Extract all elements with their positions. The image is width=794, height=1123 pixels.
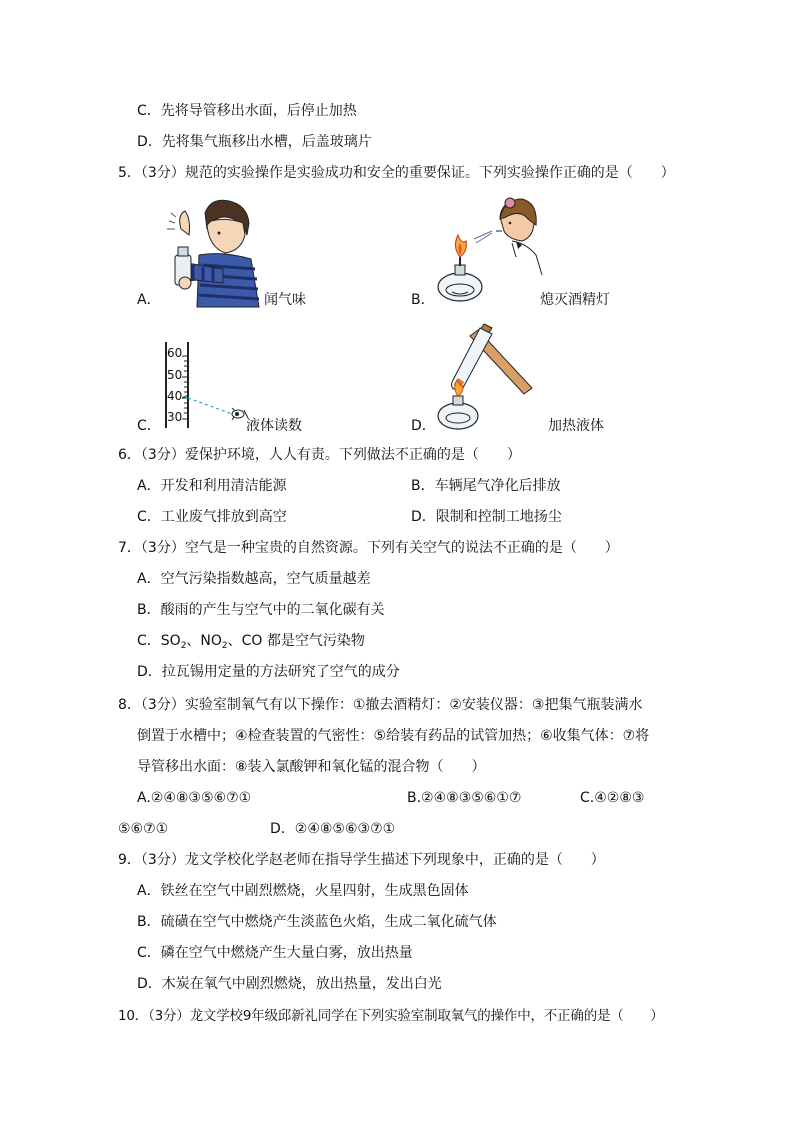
q7-option-b: B．酸雨的产生与空气中的二氧化碳有关 [137,602,385,618]
q8-option-c-part-1: C.④②⑧③ [580,790,645,806]
boy-smelling-figure [163,195,263,310]
heating-test-tube-figure [432,322,540,432]
q8-stem-line-1: 8．（3分）实验室制氧气有以下操作：①撤去酒精灯：②安装仪器：③把集气瓶装满水 [118,697,643,713]
tick-label-50: 50 [167,368,183,382]
q9-option-b: B．硫磺在空气中燃烧产生淡蓝色火焰，生成二氧化硫气体 [137,914,497,930]
q7-option-c-pre: C．SO [137,633,181,649]
tick-label-40: 40 [167,389,183,403]
q8-option-c-part-2: ⑤⑥⑦① [118,821,169,837]
q6-option-a: A．开发和利用清洁能源 [137,478,287,494]
tick-label-60: 60 [167,346,183,360]
q7-option-c-post: 、CO 都是空气污染物 [227,633,365,649]
q9-option-d: D．木炭在氧气中剧烈燃烧，放出热量，发出白光 [137,976,442,992]
q10-stem: 10．（3分）龙文学校9年级邱新礼同学在下列实验室制取氧气的操作中，不正确的是（ ） [118,1008,664,1024]
q6-option-c: C．工业废气排放到高空 [137,509,287,525]
q7-option-c-sub1: 2 [180,641,187,651]
q5-option-d-letter: D． [411,418,436,434]
q7-stem: 7．（3分）空气是一种宝贵的自然资源。下列有关空气的说法不正确的是（ ） [118,540,619,556]
q6-stem: 6．（3分）爱保护环境，人人有责。下列做法不正确的是（ ） [118,447,521,463]
tick-label-30: 30 [167,410,183,424]
q9-stem: 9．（3分）龙文学校化学赵老师在指导学生描述下列现象中，正确的是（ ） [118,852,605,868]
q5-option-c-letter: C． [137,418,161,434]
q9-option-c: C．磷在空气中燃烧产生大量白雾，放出热量 [137,945,413,961]
q5-option-b-caption: 熄灭酒精灯 [540,292,610,308]
q5-option-a-caption: 闻气味 [264,292,306,308]
q4-option-d: D．先将集气瓶移出水槽，后盖玻璃片 [137,134,372,150]
q7-option-c-mid: 、NO [186,633,222,649]
q5-stem: 5．（3分）规范的实验操作是实验成功和安全的重要保证。下列实验操作正确的是（ ） [118,165,675,181]
girl-blowing-lamp-figure [430,195,545,310]
q6-option-d: D．限制和控制工地扬尘 [411,509,562,525]
q8-option-b: B.②④⑧③⑤⑥①⑦ [407,790,522,806]
q5-option-d-caption: 加热液体 [548,418,604,434]
q8-option-a: A.②④⑧③⑤⑥⑦① [137,790,252,806]
q5-option-b-letter: B． [411,292,435,308]
q5-option-a-letter: A． [137,292,161,308]
q7-option-c [137,631,365,656]
q9-option-a: A．铁丝在空气中剧烈燃烧，火星四射，生成黑色固体 [137,883,469,899]
q8-stem-line-2: 倒置于水槽中；④检查装置的气密性：⑤给装有药品的试管加热；⑥收集气体：⑦将 [137,728,650,744]
q6-option-b: B．车辆尾气净化后排放 [411,478,561,494]
q7-option-a: A．空气污染指数越高，空气质量越差 [137,571,371,587]
q5-option-c-caption: 液体读数 [246,418,302,434]
q8-stem-line-3: 导管移出水面：⑧装入氯酸钾和氧化锰的混合物（ ） [137,759,486,775]
q8-option-d: D．②④⑧⑤⑥③⑦① [270,821,396,837]
q4-option-c: C．先将导管移出水面，后停止加热 [137,103,357,119]
q7-option-c-sub2: 2 [221,641,228,651]
q7-option-d: D．拉瓦锡用定量的方法研究了空气的成分 [137,664,400,680]
